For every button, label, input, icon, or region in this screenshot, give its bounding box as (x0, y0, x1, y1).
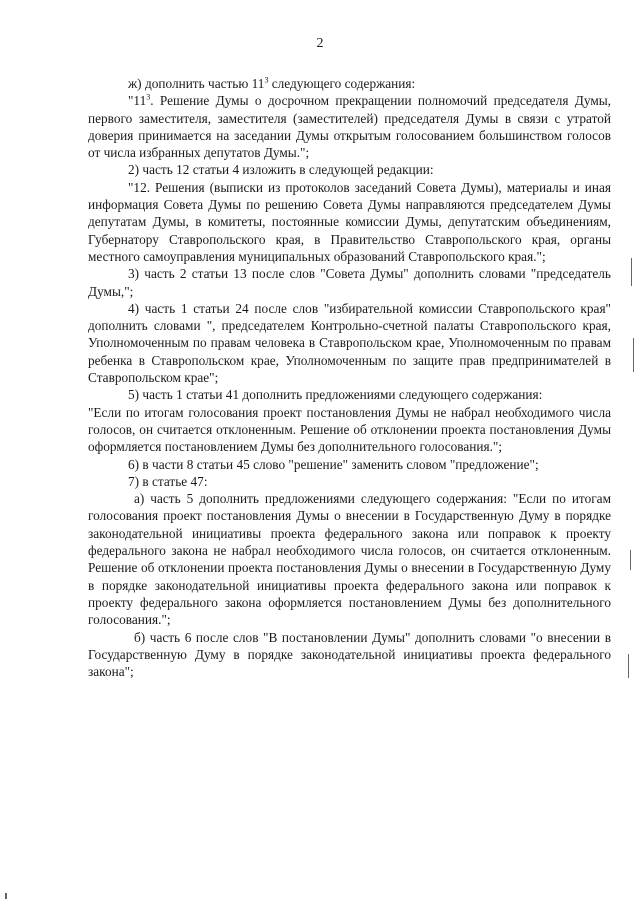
paragraph-quote-12: "12. Решения (выписки из протоколов заседаний Совета Думы), материалы и иная информация Совета Думы по решению Совета Думы направляются председателем Думы депутатам Думы, в комитеты, постоянные комиссии Думы, депутатским объединениям, Губернатору Ставропольского края, в Правительство Ставропольского края, органы местного самоуправления муниципальных образований Ставропольского края."; (88, 179, 611, 264)
scan-artifact-mark (633, 338, 634, 372)
paragraph-item-4: 4) часть 1 статьи 24 после слов "избирательной комиссии Ставропольского края" дополнить словами ", председателем Контрольно-счетной палаты Ставропольского края, Уполномоченным по правам человека в Ставропольском крае, Уполномоченным по правам ребенка в Ставропольском крае, Уполномоченным по защите прав предпринимателей в Ставропольском крае"; (88, 300, 611, 386)
scan-artifact-mark (631, 258, 632, 286)
paragraph-item-3: 3) часть 2 статьи 13 после слов "Совета Думы" дополнить словами "председатель Думы,"; (88, 266, 611, 299)
paragraph-subitem-b: б) часть 6 после слов "В постановлении Думы" дополнить словами "о внесении в Государственную Думу в порядке законодательной инициативы проекта федерального закона"; (88, 629, 611, 680)
superscript: 3 (264, 75, 269, 85)
paragraph-item-5: 5) часть 1 статьи 41 дополнить предложениями следующего содержания: (128, 387, 543, 403)
page-number: 2 (316, 36, 324, 51)
scan-artifact-mark (5, 893, 7, 899)
scan-artifact-mark (630, 550, 631, 570)
paragraph-quote-item-5: "Если по итогам голосования проект постановления Думы не набрал необходимого числа голосов, он считается отклоненным. Решение об отклонении проекта постановления Думы оформляется постановлением Думы без дополнительного голосования."; (88, 404, 611, 455)
paragraph-item-7: 7) в статье 47: (128, 473, 208, 489)
paragraph-item-2: 2) часть 12 статьи 4 изложить в следующей редакции: (128, 162, 434, 178)
paragraph-subitem-a: а) часть 5 дополнить предложениями следующего содержания: "Если по итогам голосования проект постановления Думы о внесении в Государственную Думу в порядке законодательной инициативы проекта федерального закона или поправок к проекту федерального закона не набрал необходимого числа голосов, он считается отклоненным. Решение об отклонении проекта постановления Думы о внесении в Государственную Думу в порядке законодательной инициативы проекта федерального закона или поправок к проекту федерального закона оформляется постановлением Думы без дополнительного голосования."; (88, 491, 611, 628)
paragraph-amendment-zh: ж) дополнить частью $11^3$ следующего содержания: (128, 75, 416, 91)
paragraph-item-6: 6) в части 8 статьи 45 слово "решение" заменить словом "предложение"; (128, 456, 539, 472)
document-body (88, 75, 611, 680)
scan-artifact-mark (628, 654, 629, 678)
paragraph-quote-11-3: "$11^3$. Решение Думы о досрочном прекращении полномочий председателя Думы, первого заместителя, заместителя (заместителей) председателя Думы в связи с утратой доверия принимается на заседании Думы открытым голосованием большинством голосов от числа избранных депутатов Думы."; (88, 92, 611, 161)
superscript: 3 (146, 92, 151, 102)
